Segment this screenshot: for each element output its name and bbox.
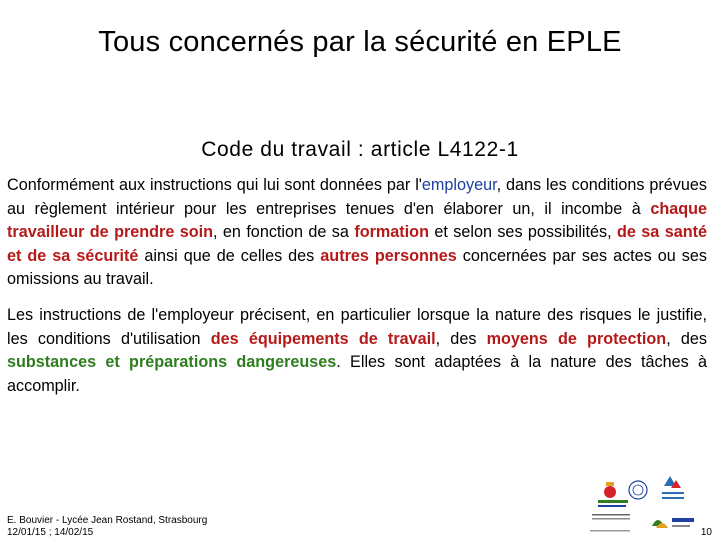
text-run: et selon ses possibilités, bbox=[428, 223, 618, 241]
footer-credits bbox=[7, 515, 207, 539]
text-run: , dans les conditions prévues au règlement intérieur pour les entreprises tenues d'en élaborer un, il incombe à bbox=[7, 176, 707, 218]
academie-strasbourg-logo bbox=[592, 482, 630, 520]
tredi-logo bbox=[652, 518, 694, 528]
text-run: concernées par ses actes ou ses omissions au travail. bbox=[7, 246, 707, 288]
highlight-health-safety: de sa santé et de sa sécurité bbox=[7, 223, 707, 265]
highlight-protection: moyens de protection bbox=[486, 329, 667, 348]
page-number: 10 bbox=[700, 527, 712, 538]
footer-dates: 12/01/15 ; 14/02/15 bbox=[7, 527, 94, 538]
text-run: , en fonction de sa bbox=[213, 223, 355, 241]
highlight-worker-care: chaque travailleur de prendre soin bbox=[7, 199, 707, 241]
text-run: ainsi que de celles des bbox=[138, 246, 321, 265]
region-alsace-logo bbox=[662, 476, 684, 499]
paragraph-article bbox=[7, 174, 707, 292]
text-run: , des bbox=[666, 329, 707, 348]
highlight-employer: employeur bbox=[421, 176, 497, 194]
highlight-other-people: autres personnes bbox=[320, 246, 457, 265]
slide-subtitle: Code du travail : article L4122-1 bbox=[201, 138, 519, 161]
logo-caption-line bbox=[590, 530, 630, 532]
partner-logos bbox=[580, 470, 705, 540]
highlight-formation: formation bbox=[354, 223, 429, 241]
slide-title: Tous concernés par la sécurité en EPLE bbox=[98, 26, 622, 58]
highlight-substances: substances et préparations dangereuses bbox=[7, 353, 337, 371]
ministry-seal-logo bbox=[629, 481, 647, 499]
text-run: Les instructions de l'employeur précisent, en particulier lorsque la nature des risques le justifie, les conditions d'utilisation bbox=[7, 306, 707, 348]
text-run: , des bbox=[435, 329, 487, 348]
footer-author: E. Bouvier - Lycée Jean Rostand, Strasbourg bbox=[7, 515, 208, 526]
text-run: Conformément aux instructions qui lui sont données par l' bbox=[7, 176, 422, 194]
paragraph-instructions bbox=[7, 304, 707, 398]
highlight-equipment: des équipements de travail bbox=[210, 329, 436, 348]
text-run: . Elles sont adaptées à la nature des tâches à accomplir. bbox=[7, 353, 707, 395]
